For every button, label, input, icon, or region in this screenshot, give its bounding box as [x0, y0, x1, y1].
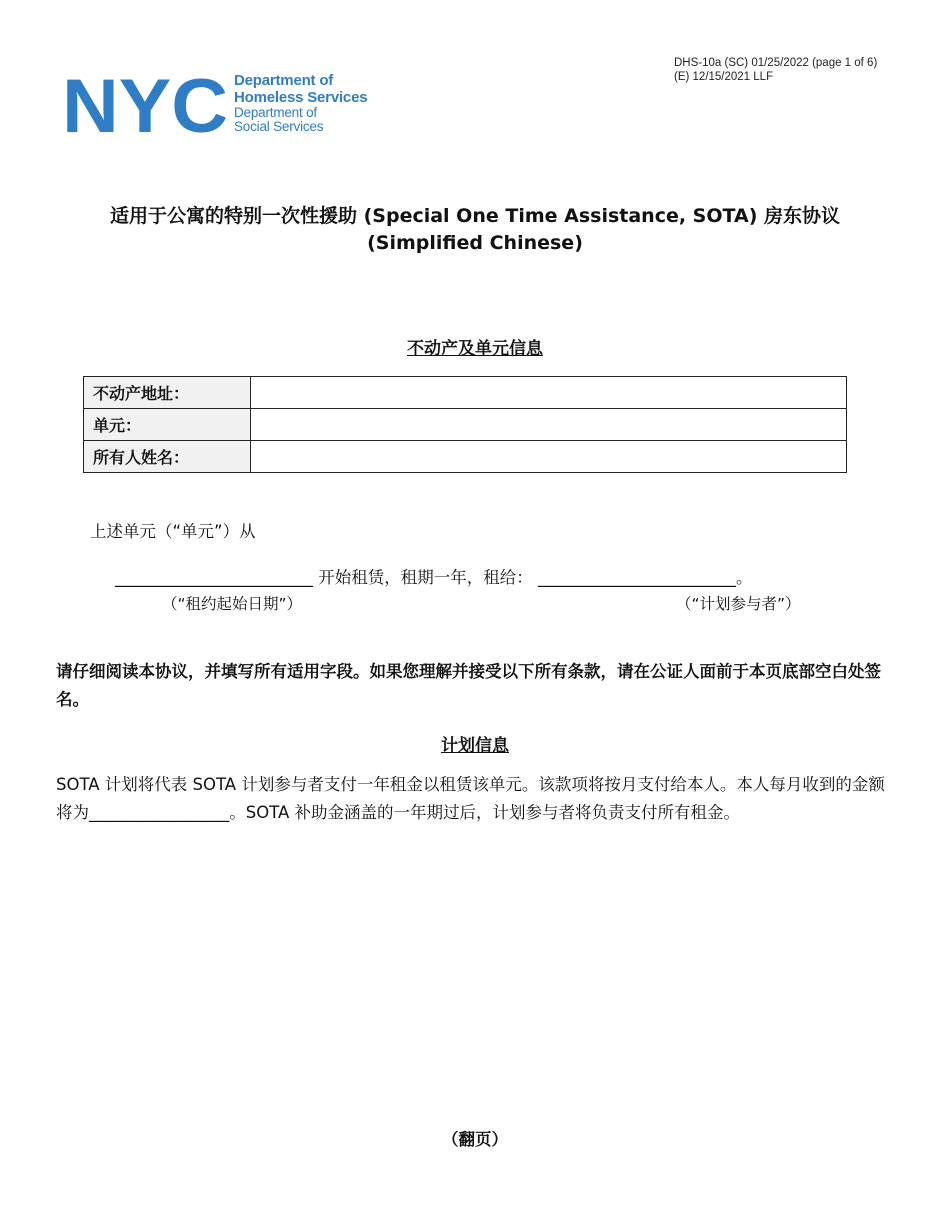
lease-line-middle: 开始租赁，租期一年，租给： — [318, 568, 533, 587]
logo-line-1: Department of — [234, 72, 334, 89]
property-address-field[interactable] — [251, 377, 847, 409]
table-row — [84, 441, 847, 473]
instruction-text: 请仔细阅读本协议，并填写所有适用字段。如果您理解并接受以下所有条款，请在公证人面前于本页底部空白处签名。 — [56, 662, 881, 709]
logo-line-4: Social Services — [234, 119, 324, 134]
property-section-heading: 不动产及单元信息 — [407, 339, 543, 359]
monthly-amount-blank[interactable]: _________________ — [89, 803, 230, 822]
page-title — [40, 203, 910, 257]
participant-name-blank[interactable]: ________________________ — [538, 568, 736, 587]
document-code-line2: (E) 12/15/2021 LLF — [674, 71, 774, 83]
owner-name-label: 所有人姓名： — [84, 441, 251, 473]
program-para-part2: 。SOTA 补助金涵盖的一年期过后，计划参与者将负责支付所有租金。 — [229, 803, 741, 822]
program-info-paragraph — [56, 771, 896, 827]
title-line-1: 适用于公寓的特别一次性援助 (Special One Time Assistance, SOTA) 房东协议 — [109, 205, 841, 227]
turn-page-note: （翻页） — [442, 1130, 508, 1149]
participant-caption: （“计划参与者”） — [676, 595, 801, 613]
lease-line — [115, 564, 753, 588]
property-info-table — [83, 376, 847, 473]
table-row — [84, 409, 847, 441]
logo-line-2: Homeless Services — [234, 89, 368, 106]
lease-intro: 上述单元（“单元”）从 — [90, 522, 256, 541]
logo-mark: NYC — [62, 74, 228, 134]
program-section-heading: 计划信息 — [441, 736, 509, 756]
lease-line-end: 。 — [736, 568, 753, 587]
document-code-line1: DHS-10a (SC) 01/25/2022 (page 1 of 6) — [674, 57, 878, 69]
nyc-dhs-logo — [62, 72, 392, 136]
title-line-2: (Simplified Chinese) — [367, 232, 583, 254]
program-para-part1: SOTA 计划将代表 SOTA 计划参与者支付一年租金以租赁该单元。该款项将按月支付给本人。本人每月收到的金额将为 — [56, 775, 885, 822]
lease-start-date-blank[interactable]: ________________________ — [115, 568, 313, 587]
unit-label: 单元： — [84, 409, 251, 441]
unit-field[interactable] — [251, 409, 847, 441]
nyc-logo-icon — [62, 74, 228, 134]
logo-line-3: Department of — [234, 105, 317, 120]
table-row — [84, 377, 847, 409]
logo-text — [234, 72, 367, 134]
property-address-label: 不动产地址： — [84, 377, 251, 409]
lease-start-date-caption: （“租约起始日期”） — [162, 595, 303, 613]
owner-name-field[interactable] — [251, 441, 847, 473]
document-code — [674, 56, 877, 84]
